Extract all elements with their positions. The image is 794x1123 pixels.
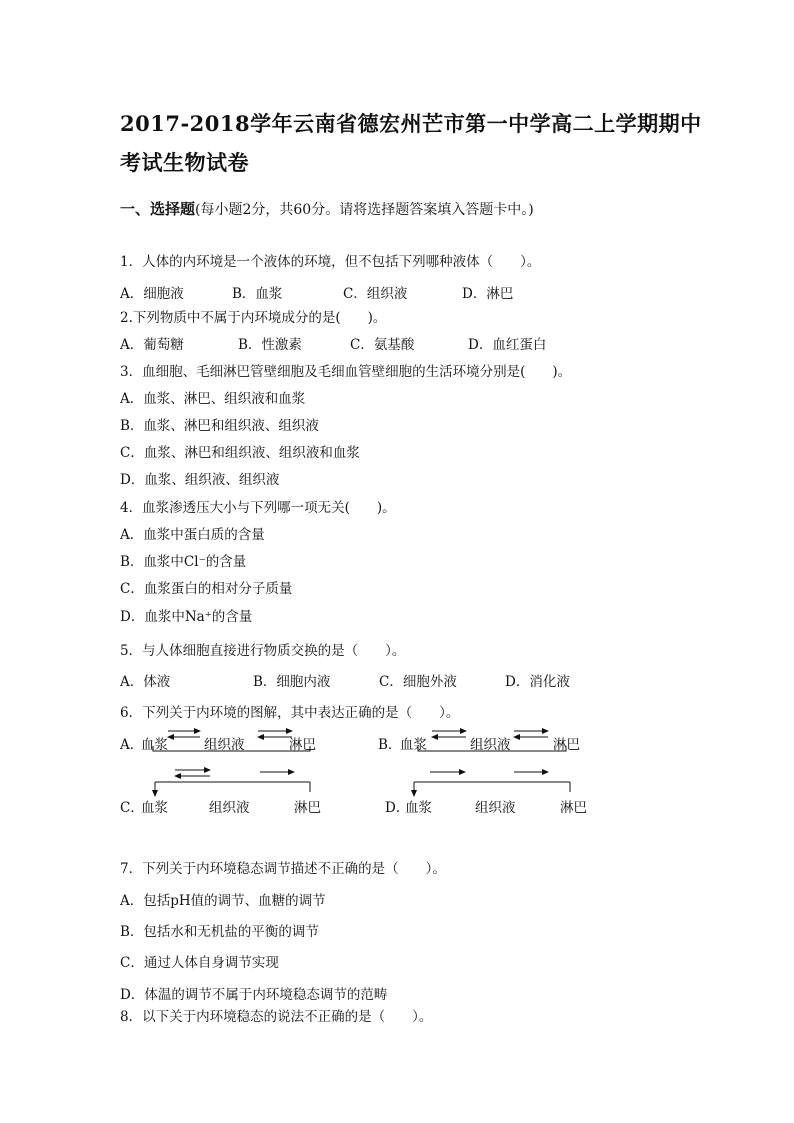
question-1-option-a: A．细胞液 (120, 286, 184, 302)
question-2-option-a: A．葡萄糖 (120, 337, 184, 353)
question-3-stem: 3．血细胞、毛细淋巴管壁细胞及毛细血管壁细胞的生活环境分别是( )。 (120, 364, 572, 380)
question-3-option-d: D．血浆、组织液、组织液 (120, 472, 280, 488)
question-1-stem: 1．人体的内环境是一个液体的环境，但不包括下列哪种液体（ ）。 (120, 254, 541, 270)
question-1-option-d: D．淋巴 (462, 286, 514, 302)
question-3-option-a: A．血浆、淋巴、组织液和血浆 (120, 391, 306, 407)
question-5-option-a: A．体液 (120, 674, 171, 690)
section-note: (每小题2分，共60分。请将选择题答案填入答题卡中。) (195, 202, 534, 218)
exam-title-line-1: 2017-2018学年云南省德宏州芒市第一中学高二上学期期中 (120, 111, 702, 136)
question-4-option-a: A．血浆中蛋白质的含量 (120, 527, 265, 543)
diagram-d-lymph-label: 淋巴 (560, 800, 587, 816)
diagram-b-tissue-fluid-label: 组织液 (470, 737, 511, 753)
diagram-b-lymph-label: 淋巴 (553, 737, 580, 753)
question-2-option-b: B．性激素 (238, 337, 302, 353)
question-3-option-b: B．血浆、淋巴和组织液、组织液 (120, 418, 319, 434)
diagram-d-tissue-fluid-label: 组织液 (475, 800, 516, 816)
question-4-option-b: B．血浆中Cl⁻的含量 (120, 554, 247, 570)
question-2-option-d: D．血红蛋白 (468, 337, 547, 353)
question-8-stem: 8．以下关于内环境稳态的说法不正确的是（ ）。 (120, 1009, 433, 1025)
question-7-option-c: C．通过人体自身调节实现 (120, 955, 279, 971)
question-4-option-c: C．血浆蛋白的相对分子质量 (120, 581, 293, 597)
question-6-stem: 6．下列关于内环境的图解，其中表达正确的是（ ）。 (120, 705, 460, 721)
diagram-a-tissue-fluid-label: 组织液 (204, 737, 245, 753)
diagram-c-tissue-fluid-label: 组织液 (209, 800, 250, 816)
diagram-c-plasma-label: 血浆 (141, 800, 168, 816)
question-7-option-b: B．包括水和无机盐的平衡的调节 (120, 924, 319, 940)
exam-title-line-2: 考试生物试卷 (120, 150, 249, 175)
question-5-option-c: C．细胞外液 (379, 674, 457, 690)
diagram-a-letter: A． (120, 737, 144, 753)
question-1-option-b: B．血浆 (232, 286, 283, 302)
question-2-option-c: C．氨基酸 (350, 337, 415, 353)
question-3-option-c: C．血浆、淋巴和组织液、组织液和血浆 (120, 445, 360, 461)
question-7-option-a: A．包括pH值的调节、血糖的调节 (120, 893, 326, 909)
diagram-b-plasma-label: 血浆 (400, 737, 427, 753)
question-5-option-d: D．消化液 (505, 674, 570, 690)
question-4-stem: 4．血浆渗透压大小与下列哪一项无关( )。 (120, 500, 396, 516)
question-7-option-d: D．体温的调节不属于内环境稳态调节的范畴 (120, 987, 388, 1003)
question-5-option-b: B．细胞内液 (253, 674, 331, 690)
diagram-b-letter: B． (378, 737, 402, 753)
diagram-c-lymph-label: 淋巴 (294, 800, 321, 816)
diagram-a-lymph-label: 淋巴 (289, 737, 316, 753)
question-4-option-d: D．血浆中Na⁺的含量 (120, 609, 253, 625)
diagram-a-plasma-label: 血浆 (141, 737, 168, 753)
diagram-c-letter: C． (120, 800, 144, 816)
question-5-stem: 5．与人体细胞直接进行物质交换的是（ ）。 (120, 643, 406, 659)
question-7-stem: 7．下列关于内环境稳态调节描述不正确的是（ ）。 (120, 861, 446, 877)
question-1-option-c: C．组织液 (343, 286, 408, 302)
diagram-d-plasma-label: 血浆 (405, 800, 432, 816)
diagram-d-letter: D． (385, 800, 410, 816)
section-title: 一、选择题 (120, 200, 196, 218)
question-2-stem: 2.下列物质中不属于内环境成分的是( )。 (120, 310, 387, 326)
